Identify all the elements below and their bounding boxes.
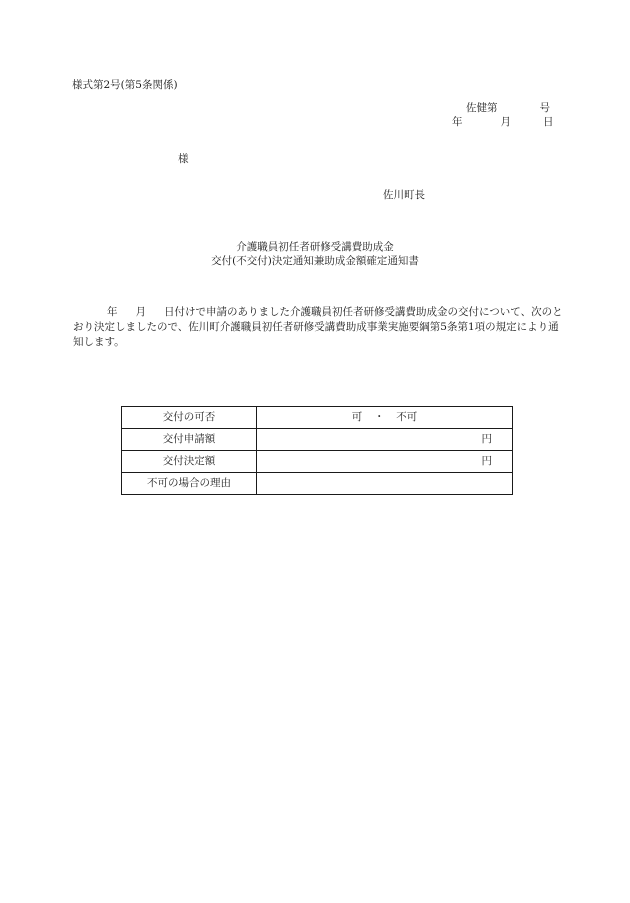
approve-option: 可 [351, 410, 363, 423]
rejection-reason [257, 473, 513, 495]
title-line-1: 介護職員初任者研修受講費助成金 [236, 241, 394, 253]
decided-amount: 円 [257, 451, 513, 473]
choice-separator: ・ [374, 410, 385, 423]
doc-ref-prefix: 佐健第 [466, 102, 498, 114]
row-label: 不可の場合の理由 [122, 473, 257, 495]
document-title [0, 241, 630, 269]
document-reference-number [466, 102, 550, 115]
issuer-name: 佐川町長 [383, 189, 425, 201]
body-year: 年 [107, 306, 118, 318]
notice-body [73, 305, 563, 350]
decision-table [121, 406, 513, 495]
table-row [122, 429, 513, 451]
row-label: 交付申請額 [122, 429, 257, 451]
issue-date [452, 116, 554, 129]
recipient-honorific: 様 [178, 153, 189, 165]
title-line-2: 交付(不交付)決定通知兼助成金額確定通知書 [211, 255, 419, 267]
form-number: 様式第2号(第5条関係) [72, 79, 178, 91]
row-label: 交付決定額 [122, 451, 257, 473]
table-row [122, 451, 513, 473]
table-row [122, 473, 513, 495]
doc-ref-suffix: 号 [539, 102, 550, 114]
reject-option: 不可 [396, 410, 418, 423]
table-row [122, 407, 513, 429]
body-text: 日付けで申請のありました介護職員初任者研修受講費助成金の交付について、次のとおり決定しましたので、佐川町介護職員初任者研修受講費助成事業実施要綱第5条第1項の規定により通知します。 [73, 306, 563, 348]
row-label: 交付の可否 [122, 407, 257, 429]
approval-choice [257, 407, 513, 429]
requested-amount: 円 [257, 429, 513, 451]
date-year: 年 [452, 116, 463, 128]
date-day: 日 [543, 116, 554, 128]
body-month: 月 [135, 306, 146, 318]
date-month: 月 [500, 116, 511, 128]
